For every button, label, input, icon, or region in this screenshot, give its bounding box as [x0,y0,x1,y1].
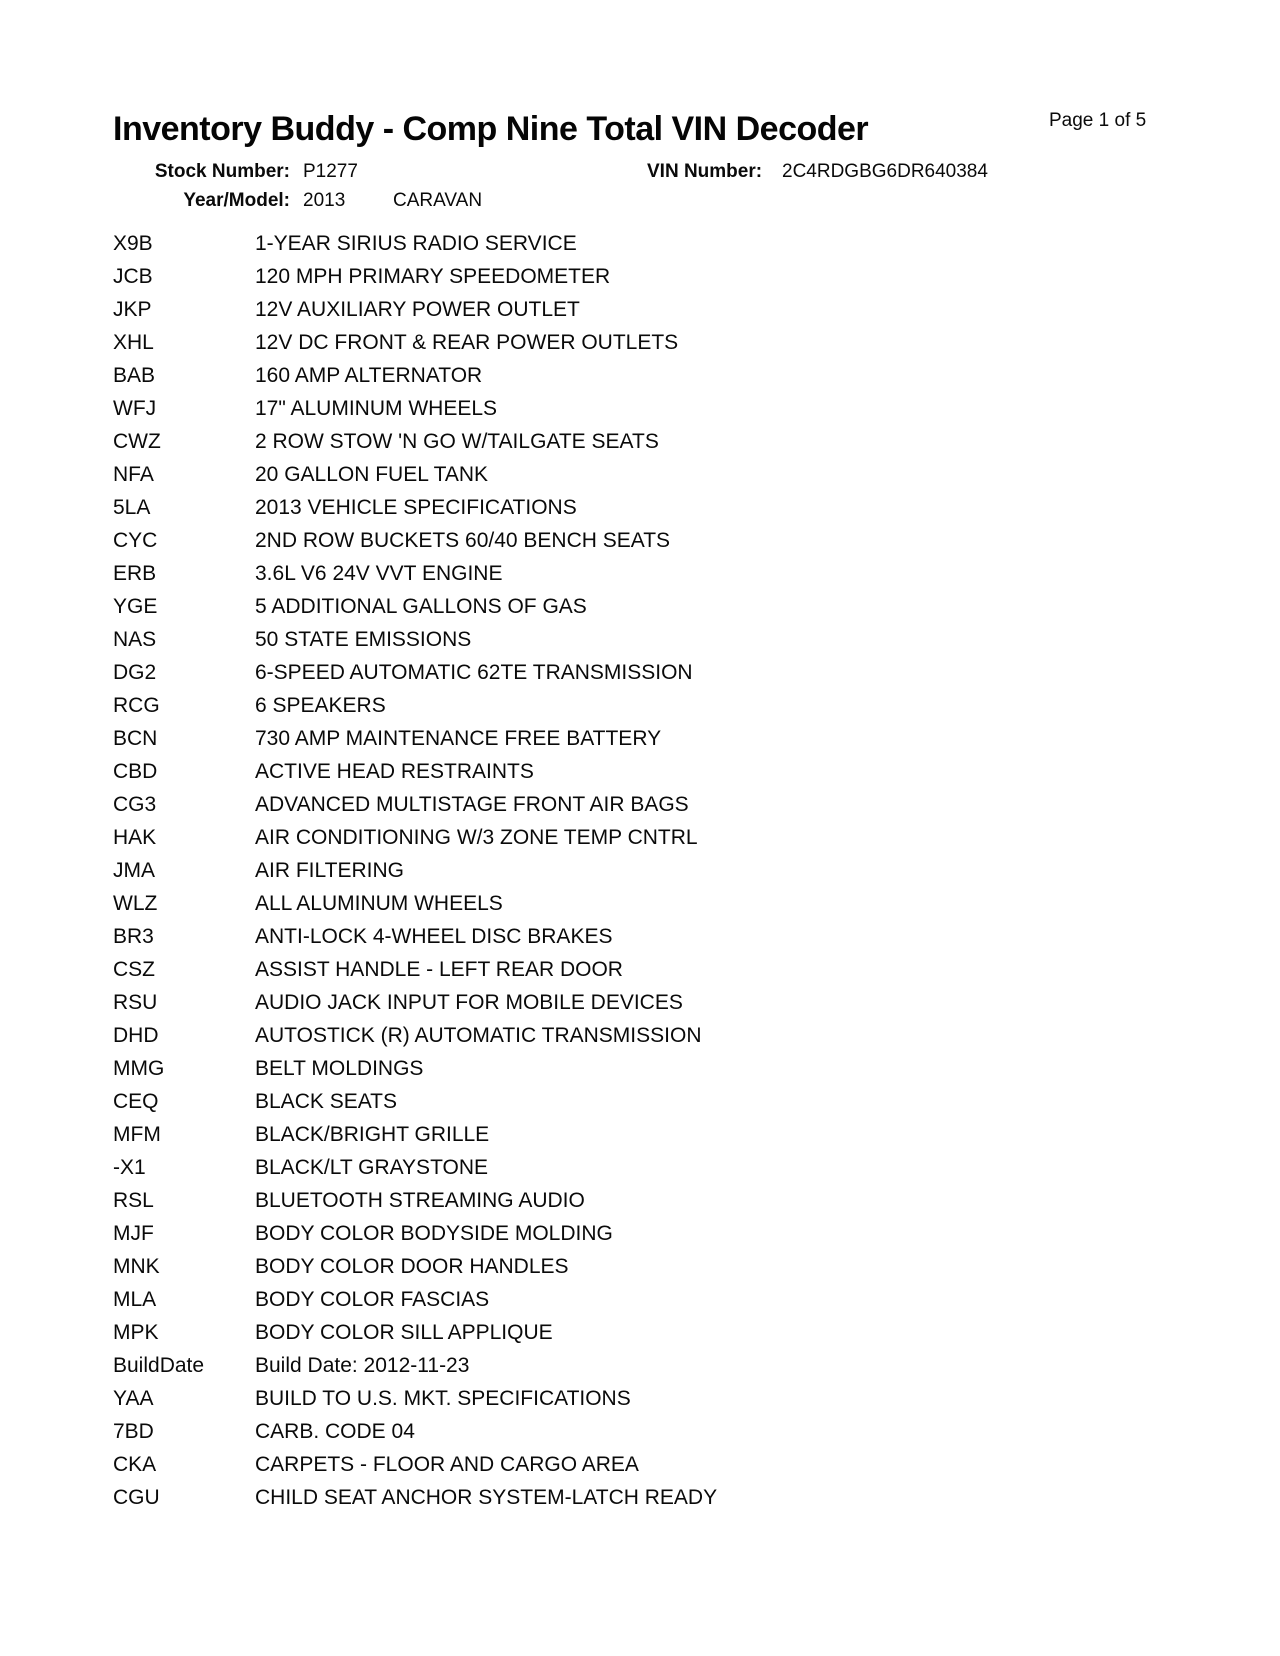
feature-code: JMA [113,859,155,882]
feature-row [113,788,1260,821]
feature-code: RSL [113,1189,154,1212]
feature-row [113,623,1260,656]
feature-code: CEQ [113,1090,159,1113]
feature-description: BODY COLOR FASCIAS [255,1288,490,1311]
feature-code: WLZ [113,892,158,915]
feature-code: BuildDate [113,1354,205,1377]
stock-number-value: P1277 [303,161,358,182]
feature-description: CARPETS - FLOOR AND CARGO AREA [255,1453,639,1476]
feature-code: YAA [113,1387,154,1410]
feature-code: CBD [113,760,158,783]
feature-code: MPK [113,1321,159,1344]
feature-description: BLUETOOTH STREAMING AUDIO [255,1189,585,1212]
feature-description: CHILD SEAT ANCHOR SYSTEM-LATCH READY [255,1486,718,1509]
feature-code: NFA [113,463,154,486]
feature-row [113,524,1260,557]
feature-description: ACTIVE HEAD RESTRAINTS [255,760,534,783]
feature-description: Build Date: 2012-11-23 [255,1354,470,1377]
feature-row [113,590,1260,623]
feature-description: 12V AUXILIARY POWER OUTLET [255,298,580,321]
feature-description: 50 STATE EMISSIONS [255,628,472,651]
feature-row [113,689,1260,722]
feature-description: AIR CONDITIONING W/3 ZONE TEMP CNTRL [255,826,698,849]
feature-code: RSU [113,991,158,1014]
feature-row [113,656,1260,689]
feature-row [113,755,1260,788]
feature-description: CARB. CODE 04 [255,1420,415,1443]
feature-row [113,1316,1260,1349]
feature-code: WFJ [113,397,157,420]
feature-code: 5LA [113,496,151,519]
stock-number-label: Stock Number: [154,161,290,182]
feature-code: RCG [113,694,160,717]
feature-code: -X1 [113,1156,146,1179]
feature-row [113,458,1260,491]
feature-code: CGU [113,1486,160,1509]
feature-row [113,953,1260,986]
feature-row [113,1349,1260,1382]
feature-description: 120 MPH PRIMARY SPEEDOMETER [255,265,611,288]
feature-code: YGE [113,595,158,618]
feature-row [113,1085,1260,1118]
feature-description: 1-YEAR SIRIUS RADIO SERVICE [255,232,577,255]
feature-description: ASSIST HANDLE - LEFT REAR DOOR [255,958,623,981]
feature-code: MMG [113,1057,165,1080]
feature-code: JKP [113,298,152,321]
feature-row [113,227,1260,260]
feature-code: MNK [113,1255,160,1278]
feature-description: BLACK SEATS [255,1090,397,1113]
model-value: CARAVAN [393,190,483,211]
feature-row [113,887,1260,920]
feature-code: MLA [113,1288,157,1311]
feature-code: HAK [113,826,157,849]
feature-code: XHL [113,331,154,354]
feature-row [113,1448,1260,1481]
feature-row [113,1118,1260,1151]
feature-row [113,392,1260,425]
feature-row [113,1250,1260,1283]
vin-number-label: VIN Number: [647,161,763,182]
feature-code: CKA [113,1453,157,1476]
feature-description: 5 ADDITIONAL GALLONS OF GAS [255,595,587,618]
feature-row [113,920,1260,953]
feature-row [113,1019,1260,1052]
feature-row [113,1217,1260,1250]
feature-description: 12V DC FRONT & REAR POWER OUTLETS [255,331,679,354]
feature-code: DHD [113,1024,159,1047]
feature-description: 160 AMP ALTERNATOR [255,364,483,387]
feature-row [113,260,1260,293]
feature-code: ERB [113,562,157,585]
feature-list [113,227,1260,1514]
feature-description: BELT MOLDINGS [255,1057,424,1080]
feature-description: 3.6L V6 24V VVT ENGINE [255,562,503,585]
feature-description: AUTOSTICK (R) AUTOMATIC TRANSMISSION [255,1024,702,1047]
feature-code: X9B [113,232,153,255]
feature-description: AIR FILTERING [255,859,404,882]
feature-code: 7BD [113,1420,154,1443]
feature-row [113,1151,1260,1184]
feature-row [113,491,1260,524]
feature-code: BR3 [113,925,154,948]
feature-description: BODY COLOR DOOR HANDLES [255,1255,569,1278]
feature-description: 2013 VEHICLE SPECIFICATIONS [255,496,577,519]
page-number-indicator: Page 1 of 5 [1049,110,1147,131]
feature-row [113,1415,1260,1448]
year-value: 2013 [303,190,346,211]
feature-code: NAS [113,628,157,651]
feature-row [113,854,1260,887]
feature-code: CSZ [113,958,155,981]
feature-description: ALL ALUMINUM WHEELS [255,892,503,915]
feature-description: 2ND ROW BUCKETS 60/40 BENCH SEATS [255,529,671,552]
feature-row [113,425,1260,458]
feature-code: JCB [113,265,153,288]
feature-description: ANTI-LOCK 4-WHEEL DISC BRAKES [255,925,613,948]
feature-row [113,359,1260,392]
feature-description: 20 GALLON FUEL TANK [255,463,489,486]
feature-description: BLACK/BRIGHT GRILLE [255,1123,490,1146]
feature-code: MJF [113,1222,154,1245]
feature-row [113,821,1260,854]
feature-row [113,1283,1260,1316]
feature-row [113,1481,1260,1514]
feature-code: CG3 [113,793,157,816]
feature-description: BODY COLOR SILL APPLIQUE [255,1321,553,1344]
feature-description: 730 AMP MAINTENANCE FREE BATTERY [255,727,662,750]
feature-row [113,1052,1260,1085]
feature-row [113,293,1260,326]
feature-row [113,986,1260,1019]
feature-row [113,326,1260,359]
page-title: Inventory Buddy - Comp Nine Total VIN Decoder [113,110,869,148]
feature-description: BODY COLOR BODYSIDE MOLDING [255,1222,613,1245]
feature-description: BUILD TO U.S. MKT. SPECIFICATIONS [255,1387,631,1410]
feature-code: CYC [113,529,158,552]
feature-description: 2 ROW STOW 'N GO W/TAILGATE SEATS [255,430,659,453]
feature-code: DG2 [113,661,157,684]
vin-number-value: 2C4RDGBG6DR640384 [782,161,988,182]
feature-description: ADVANCED MULTISTAGE FRONT AIR BAGS [255,793,689,816]
feature-description: AUDIO JACK INPUT FOR MOBILE DEVICES [255,991,683,1014]
feature-row [113,1382,1260,1415]
feature-row [113,1184,1260,1217]
feature-description: BLACK/LT GRAYSTONE [255,1156,489,1179]
feature-description: 6-SPEED AUTOMATIC 62TE TRANSMISSION [255,661,693,684]
year-model-label: Year/Model: [183,190,290,211]
feature-code: CWZ [113,430,161,453]
feature-row [113,722,1260,755]
feature-code: MFM [113,1123,161,1146]
feature-code: BCN [113,727,158,750]
feature-description: 6 SPEAKERS [255,694,386,717]
feature-description: 17" ALUMINUM WHEELS [255,397,498,420]
feature-code: BAB [113,364,156,387]
feature-row [113,557,1260,590]
